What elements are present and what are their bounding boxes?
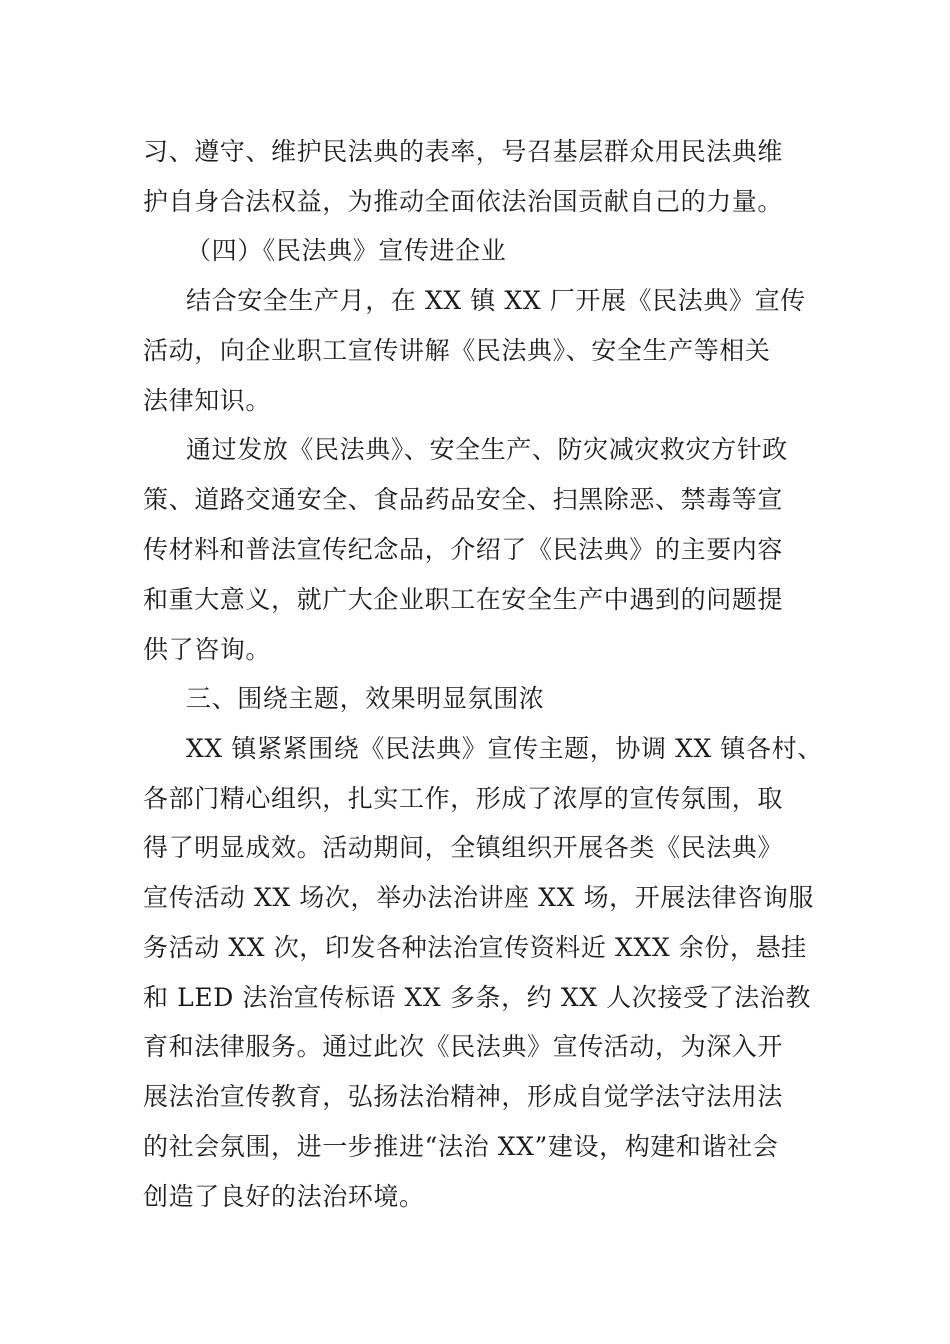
text-line: 得了明显成效。活动期间，全镇组织开展各类《民法典》 [143, 833, 784, 862]
text-line: 务活动 XX 次，印发各种法治宣传资料近 XXX 余份，悬挂 [143, 933, 807, 962]
text-line: 策、道路交通安全、食品药品安全、扫黑除恶、禁毒等宣 [143, 485, 784, 514]
text-line: 法律知识。 [143, 386, 272, 415]
text-line: XX 镇紧紧围绕《民法典》宣传主题，协调 XX 镇各村、 [186, 734, 823, 763]
text-line: 习、遵守、维护民法典的表率，号召基层群众用民法典维 [143, 137, 784, 166]
text-line: 供了咨询。 [143, 635, 272, 664]
text-line: 和重大意义，就广大企业职工在安全生产中遇到的问题提 [143, 585, 784, 614]
text-line: 活动，向企业职工宣传讲解《民法典》、安全生产等相关 [143, 336, 771, 365]
text-line: 宣传活动 XX 场次，举办法治讲座 XX 场，开展法律咨询服 [143, 883, 814, 912]
text-line: 育和法律服务。通过此次《民法典》宣传活动，为深入开 [143, 1032, 784, 1061]
text-line: 的社会氛围，进一步推进“法治 XX”建设，构建和谐社会 [143, 1132, 779, 1161]
text-line: 创造了良好的法治环境。 [143, 1182, 425, 1211]
text-line: 展法治宣传教育，弘扬法治精神，形成自觉学法守法用法 [143, 1082, 784, 1111]
text-line: 通过发放《民法典》、安全生产、防灾减灾救灾方针政 [186, 435, 788, 464]
section-heading: （四）《民法典》宣传进企业 [186, 236, 507, 265]
text-line: 护自身合法权益，为推动全面依法治国贡献自己的力量。 [143, 187, 784, 216]
text-line: 和 LED 法治宣传标语 XX 多条，约 XX 人次接受了法治教 [143, 983, 811, 1012]
text-line: 结合安全生产月，在 XX 镇 XX 厂开展《民法典》宣传 [186, 286, 806, 315]
text-line: 传材料和普法宣传纪念品，介绍了《民法典》的主要内容 [143, 535, 784, 564]
text-line: 各部门精心组织，扎实工作，形成了浓厚的宣传氛围，取 [143, 784, 784, 813]
section-heading: 三、围绕主题，效果明显氛围浓 [186, 684, 545, 713]
